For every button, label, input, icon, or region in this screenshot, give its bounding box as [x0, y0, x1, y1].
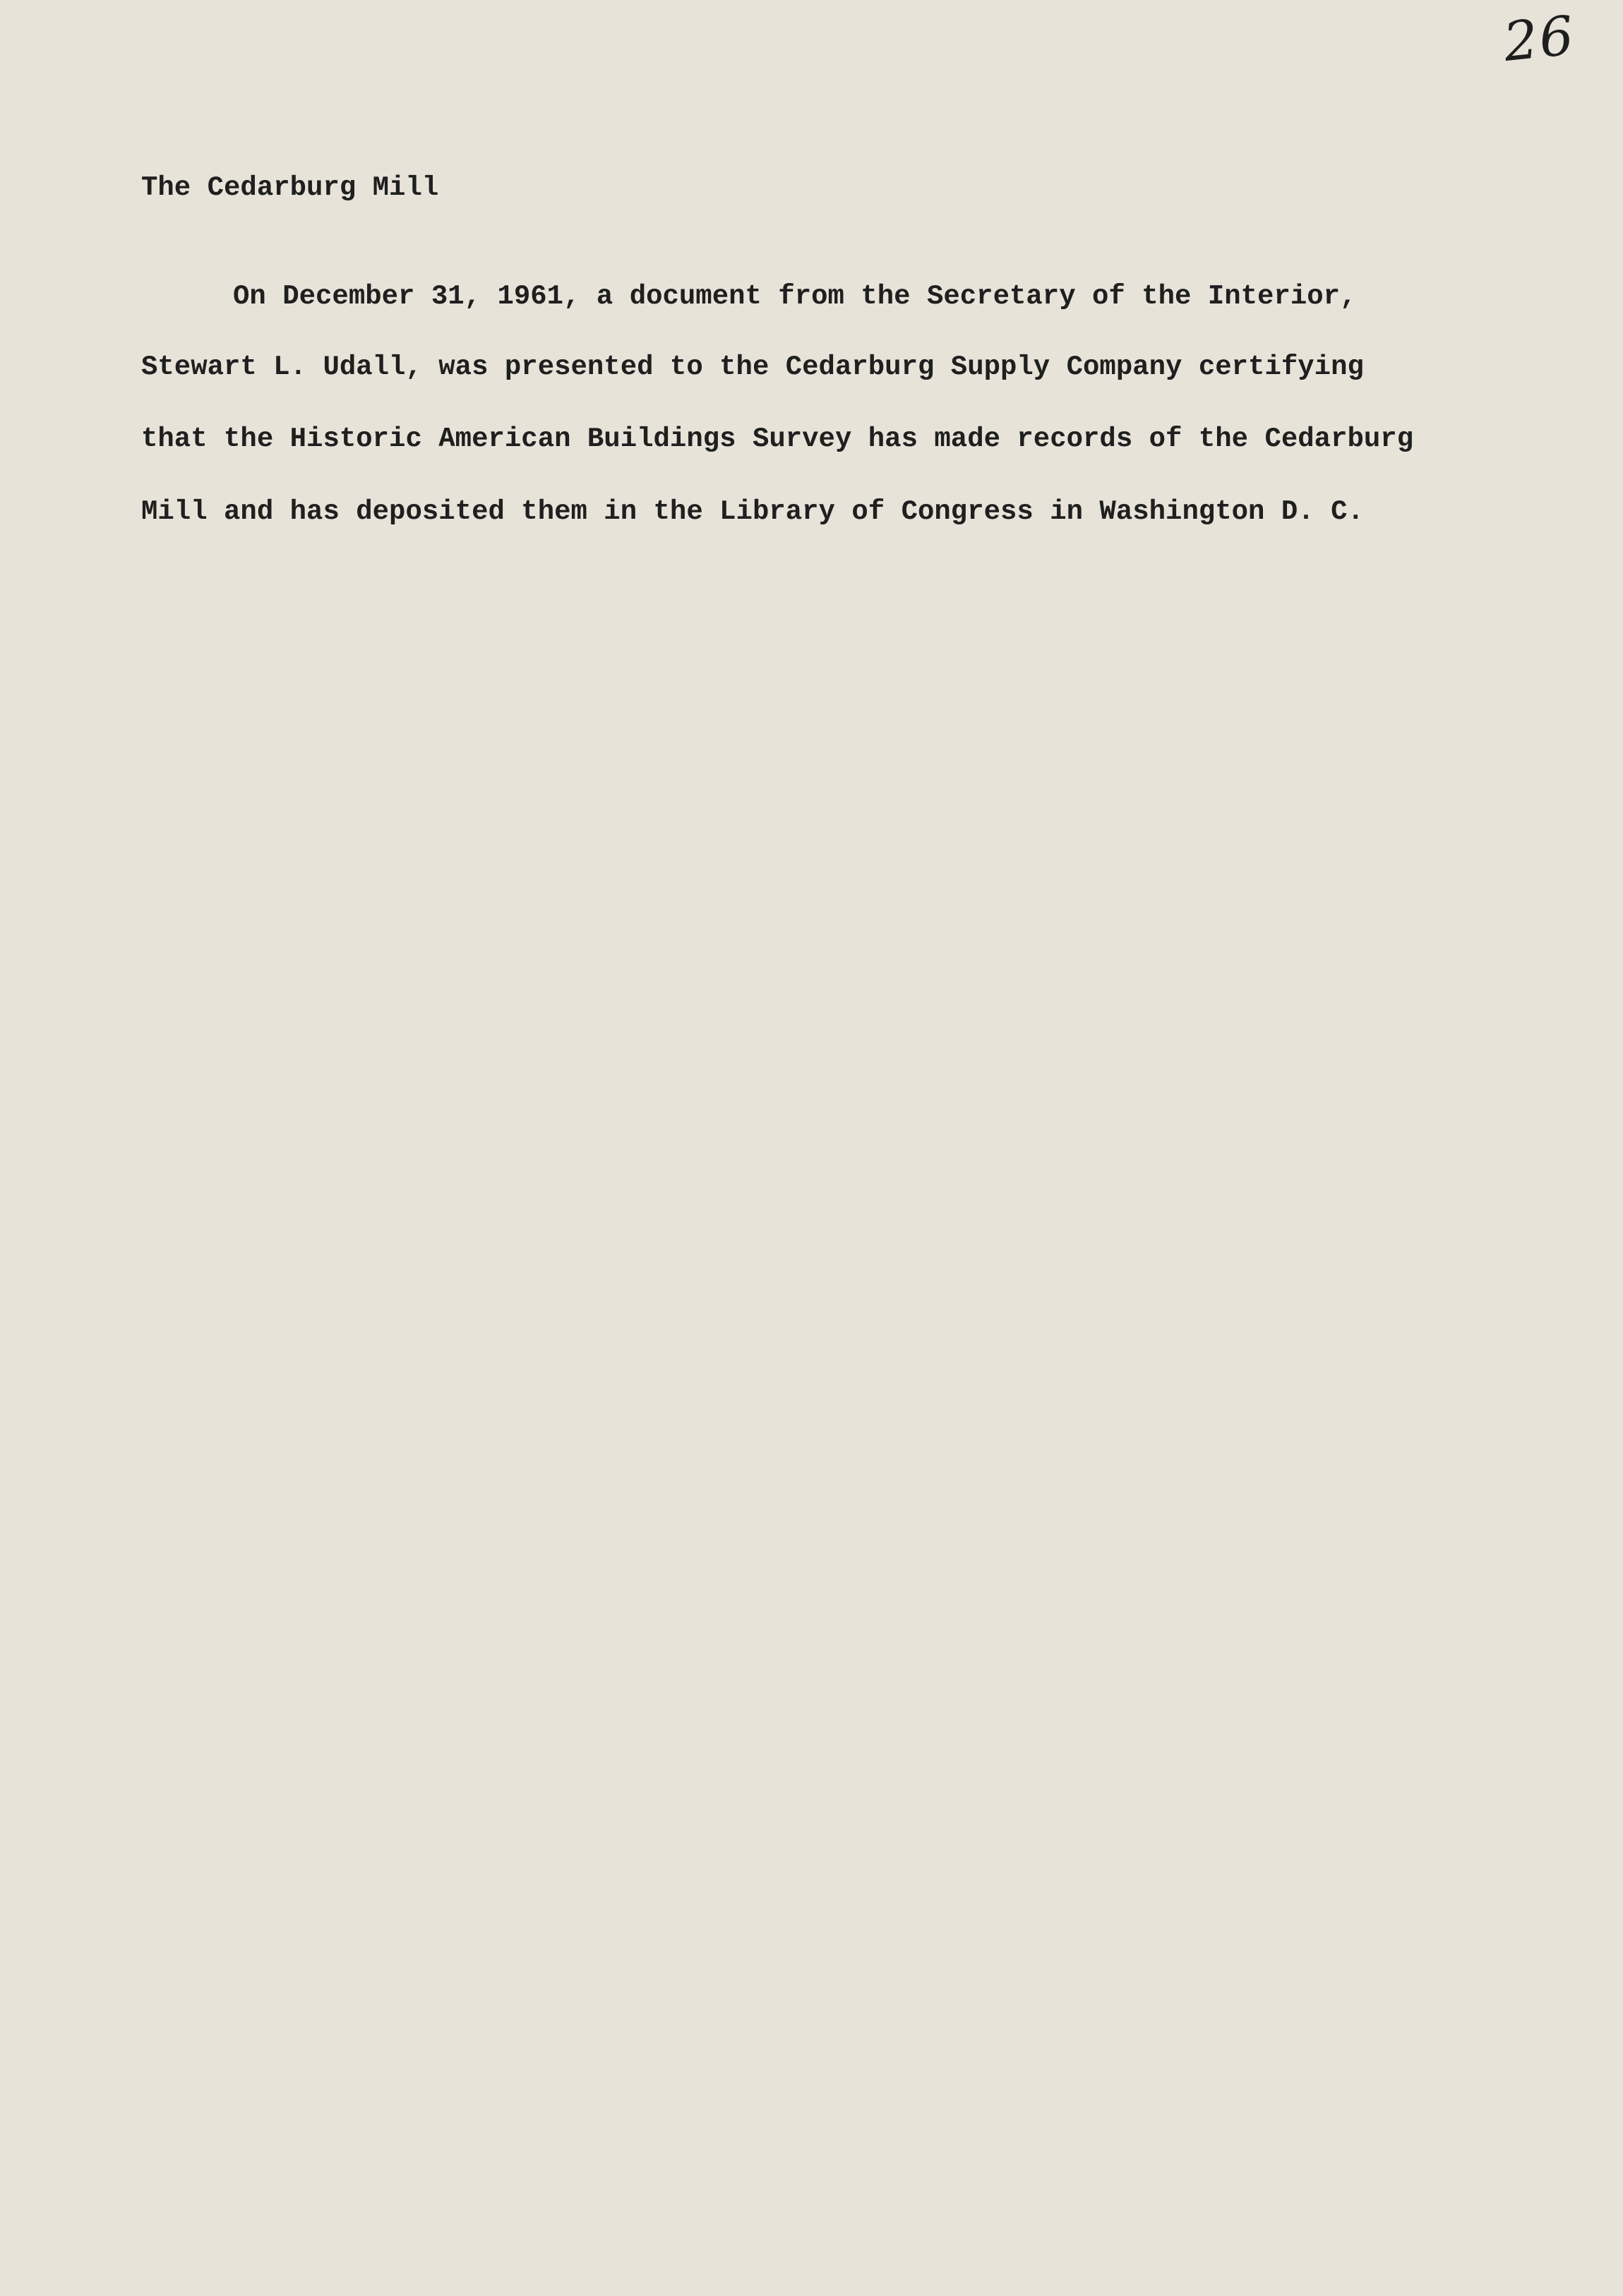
document-title: The Cedarburg Mill — [141, 172, 439, 203]
body-line-2: Stewart L. Udall, was presented to the Cedarburg Supply Company certifying — [141, 351, 1364, 383]
body-line-3: that the Historic American Buildings Survey has made records of the Cedarburg — [141, 423, 1414, 455]
handwritten-page-number: 26 — [1500, 3, 1579, 74]
body-line-1: On December 31, 1961, a document from the Secretary of the Interior, — [233, 281, 1357, 312]
body-line-4: Mill and has deposited them in the Library of Congress in Washington D. C. — [141, 496, 1364, 527]
